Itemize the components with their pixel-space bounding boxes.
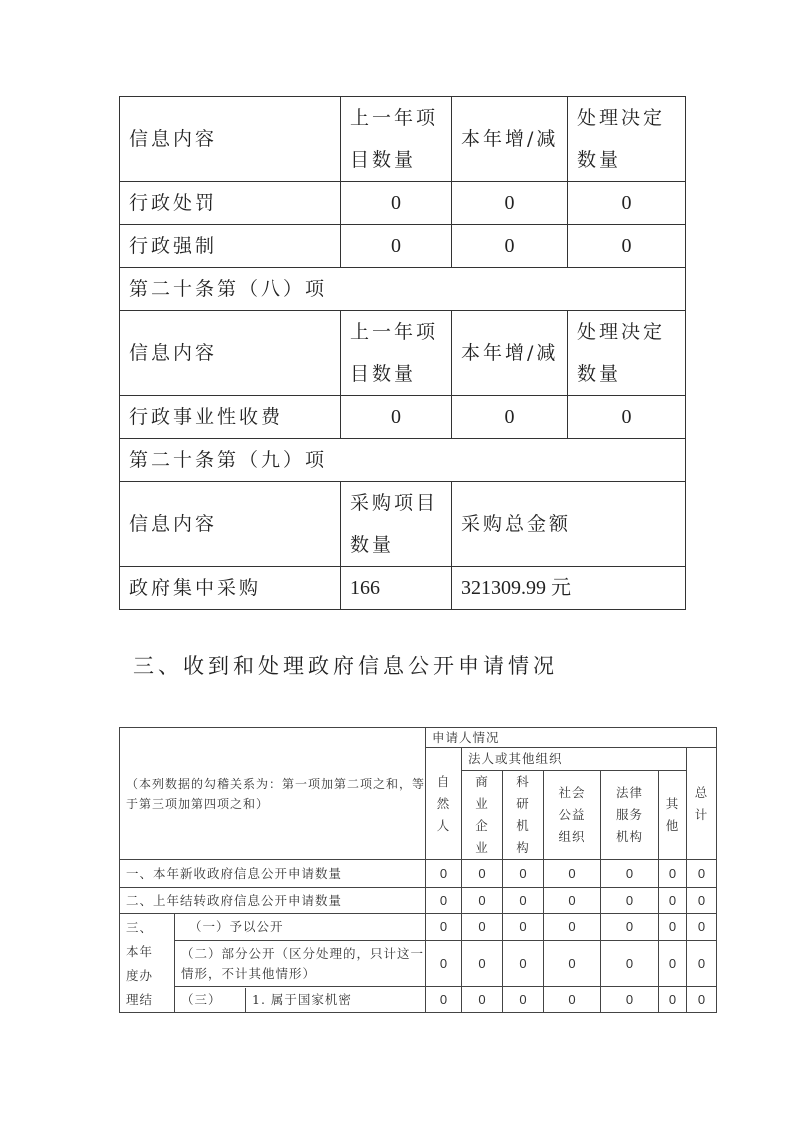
header-info-content: 信息内容 (120, 97, 341, 182)
cell-value: 0 (601, 888, 659, 914)
row-label: 一、本年新收政府信息公开申请数量 (120, 860, 426, 888)
header-info-content: 信息内容 (120, 482, 341, 567)
note-cell: （本列数据的勾稽关系为：第一项加第二项之和，等于第三项加第四项之和） (120, 728, 426, 860)
row-label (175, 987, 426, 1013)
col-other: 其他 (659, 771, 687, 860)
cell-value: 0 (462, 940, 503, 986)
cell-value: 0 (659, 940, 687, 986)
section-row (120, 268, 686, 311)
legal-org-header: 法人或其他组织 (462, 748, 687, 771)
cell-value: 0 (601, 914, 659, 941)
cell-value: 0 (659, 888, 687, 914)
cell-value: 0 (544, 987, 601, 1013)
cell-value: 0 (452, 225, 568, 268)
cell-value: 0 (503, 940, 544, 986)
header-decision-count: 处理决定数量 (568, 311, 686, 396)
table-row (120, 914, 717, 941)
cell-value: 0 (503, 914, 544, 941)
section-title-8: 第二十条第（八）项 (120, 268, 686, 311)
row-label: （一）予以公开 (175, 914, 426, 941)
header-purchase-amount: 采购总金额 (452, 482, 686, 567)
cell-value: 0 (426, 888, 462, 914)
col-commercial-enterprise: 商业企业 (462, 771, 503, 860)
section-row (120, 439, 686, 482)
header-info-content: 信息内容 (120, 311, 341, 396)
cell-value: 0 (544, 888, 601, 914)
section-heading: 三、收到和处理政府信息公开申请情况 (133, 654, 558, 678)
cell-value: 0 (341, 182, 452, 225)
cell-value: 0 (426, 860, 462, 888)
cell-value: 0 (426, 940, 462, 986)
table-row (120, 888, 717, 914)
cell-value: 0 (426, 914, 462, 941)
table-row (120, 987, 717, 1013)
cell-value: 0 (544, 914, 601, 941)
cell-value: 0 (452, 182, 568, 225)
cell-value: 0 (462, 914, 503, 941)
col-public-welfare-org: 社会公益组织 (544, 771, 601, 860)
header-year-change: 本年增/减 (452, 97, 568, 182)
row-label: （二）部分公开（区分处理的，只计这一情形，不计其他情形） (175, 940, 426, 986)
cell-value: 0 (601, 940, 659, 986)
cell-value: 0 (452, 396, 568, 439)
cell-value: 0 (544, 860, 601, 888)
section-title-9: 第二十条第（九）项 (120, 439, 686, 482)
row-label: 行政强制 (120, 225, 341, 268)
cell-value: 0 (659, 860, 687, 888)
header-year-change: 本年增/减 (452, 311, 568, 396)
application-stats-table (119, 727, 717, 1013)
table-header-row (120, 311, 686, 396)
col-natural-person: 自然人 (426, 748, 462, 860)
cell-value: 0 (687, 860, 717, 888)
cell-value: 0 (601, 987, 659, 1013)
cell-value: 0 (341, 396, 452, 439)
cell-value: 0 (659, 914, 687, 941)
sub-label: （三） (175, 988, 246, 1012)
purchase-count: 166 (341, 567, 452, 610)
table-row (120, 225, 686, 268)
cell-value: 0 (341, 225, 452, 268)
cell-value: 0 (462, 987, 503, 1013)
cell-value: 0 (687, 987, 717, 1013)
col-total: 总计 (687, 748, 717, 860)
row-label: 二、上年结转政府信息公开申请数量 (120, 888, 426, 914)
row-label: 政府集中采购 (120, 567, 341, 610)
table-row (120, 396, 686, 439)
cell-value: 0 (687, 940, 717, 986)
header-prev-year-count: 上一年项目数量 (341, 97, 452, 182)
header-purchase-count: 采购项目数量 (341, 482, 452, 567)
cell-value: 0 (503, 987, 544, 1013)
disclosure-stats-table (119, 96, 686, 610)
table-header-row (120, 482, 686, 567)
table-row (120, 182, 686, 225)
applicant-header: 申请人情况 (426, 728, 717, 748)
row-label: 行政处罚 (120, 182, 341, 225)
table-row (120, 567, 686, 610)
cell-value: 0 (462, 860, 503, 888)
header-decision-count: 处理决定数量 (568, 97, 686, 182)
table-row (120, 860, 717, 888)
cell-value: 0 (568, 182, 686, 225)
purchase-amount: 321309.99 元 (452, 567, 686, 610)
cell-value: 0 (601, 860, 659, 888)
cell-value: 0 (687, 914, 717, 941)
item-label: 1. 属于国家机密 (252, 991, 352, 1007)
cell-value: 0 (462, 888, 503, 914)
cell-value: 0 (659, 987, 687, 1013)
table-row (120, 940, 717, 986)
table-header-row (120, 97, 686, 182)
applicant-header-row (120, 728, 717, 748)
col-legal-service-org: 法律服务机构 (601, 771, 659, 860)
row-label: 行政事业性收费 (120, 396, 341, 439)
cell-value: 0 (568, 225, 686, 268)
cell-value: 0 (687, 888, 717, 914)
header-prev-year-count: 上一年项目数量 (341, 311, 452, 396)
cell-value: 0 (503, 860, 544, 888)
col-research-institution: 科研机构 (503, 771, 544, 860)
group-label: 三、本年度办理结 (120, 914, 175, 1013)
cell-value: 0 (544, 940, 601, 986)
cell-value: 0 (503, 888, 544, 914)
cell-value: 0 (426, 987, 462, 1013)
cell-value: 0 (568, 396, 686, 439)
